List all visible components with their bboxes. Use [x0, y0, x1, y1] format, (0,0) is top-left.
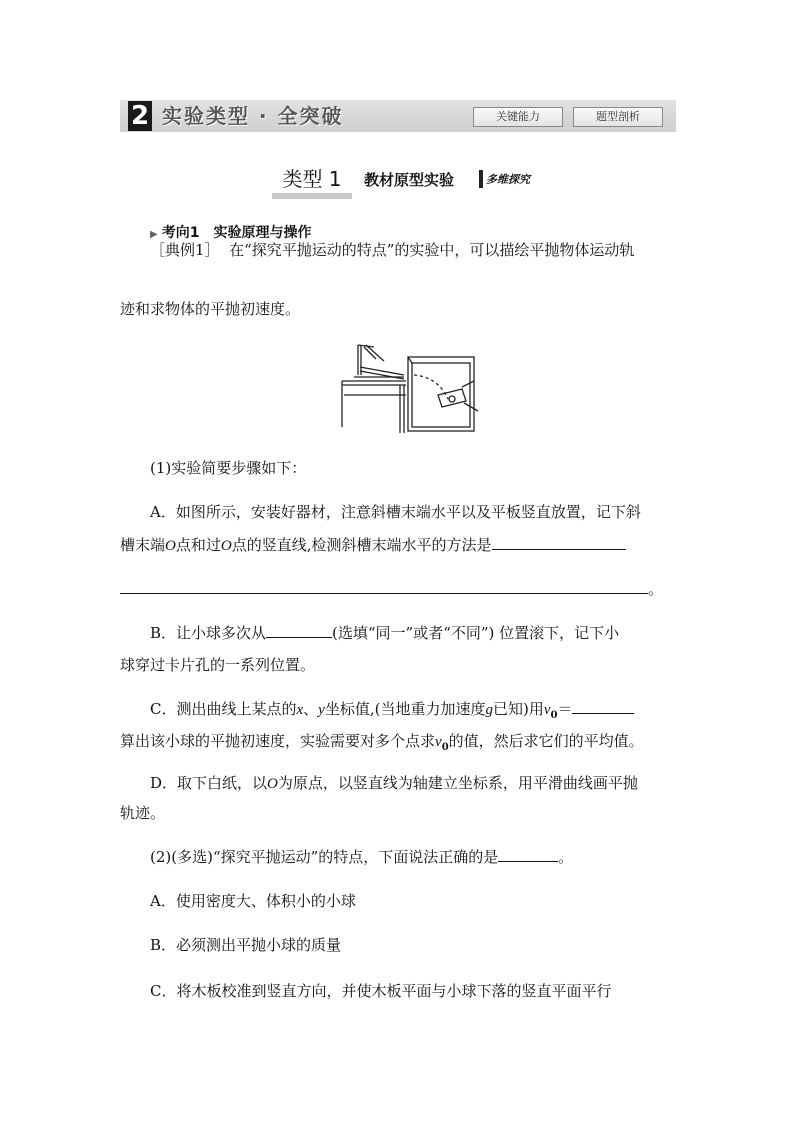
section-number: 2: [128, 101, 152, 131]
example-line-1: ［典例1］ 在“探究平抛运动的特点”的实验中，可以描绘平抛物体运动轨: [150, 241, 635, 259]
q1-intro: (1)实验简要步骤如下：: [150, 459, 307, 477]
answer-blank-q2[interactable]: [498, 843, 558, 862]
sub-heading-label: 考向1: [161, 225, 200, 241]
q1-step-c-line-2: 算出该小球的平抛初速度，实验需要对多个点求$v_0$的值，然后求它们的平均值。: [120, 732, 644, 753]
type-label: 类型 1: [272, 165, 352, 199]
answer-blank-c[interactable]: [572, 695, 634, 714]
question-analysis-button[interactable]: 题型剖析: [573, 107, 663, 127]
apparatus-figure: [340, 337, 482, 435]
key-ability-button[interactable]: 关键能力: [473, 107, 563, 127]
section-title: 实验类型 · 全突破: [162, 104, 344, 128]
section-banner: [120, 100, 676, 132]
q1-step-b-line-2: 球穿过卡片孔的一系列位置。: [120, 656, 316, 674]
example-tag: ［典例1］: [150, 241, 220, 259]
q1-step-d-line-1: D．取下白纸，以O为原点，以竖直线为轴建立坐标系，用平滑曲线画平抛: [150, 774, 638, 792]
type-tag: 多维探究: [479, 170, 533, 188]
q1-step-c-line-1: C．测出曲线上某点的x、y坐标值,(当地重力加速度g已知)用$v_0=$: [120, 692, 676, 733]
q1-step-b-line-1: B．让小球多次从 (选填“同一”或者“不同”) 位置滚下，记下小: [120, 616, 676, 650]
q1-step-a-line-3: 。: [120, 572, 676, 606]
answer-blank-a1[interactable]: [492, 531, 626, 550]
type-title: 教材原型实验: [364, 171, 455, 189]
example-line-2: 迹和求物体的平抛初速度。: [120, 300, 301, 318]
q1-step-d-line-2: 轨迹。: [120, 804, 166, 822]
q2-option-a: A．使用密度大、体积小的小球: [150, 892, 356, 910]
q1-step-a-line-1: A．如图所示，安装好器材，注意斜槽末端水平以及平板竖直放置，记下斜: [150, 503, 641, 521]
q2-stem: (2)(多选)“探究平抛运动”的特点，下面说法正确的是 。: [120, 840, 676, 874]
answer-blank-a2[interactable]: [120, 575, 648, 594]
sub-heading-title: 实验原理与操作: [213, 225, 312, 241]
answer-blank-b[interactable]: [266, 619, 332, 638]
q1-step-a-line-2: 槽末端O点和过O点的竖直线,检测斜槽末端水平的方法是: [120, 528, 676, 563]
q2-option-c: C．将木板校准到竖直方向，并使木板平面与小球下落的竖直平面平行: [150, 982, 612, 1000]
q2-option-b: B．必须测出平抛小球的质量: [150, 936, 342, 954]
triangle-icon: ▶: [150, 229, 158, 240]
